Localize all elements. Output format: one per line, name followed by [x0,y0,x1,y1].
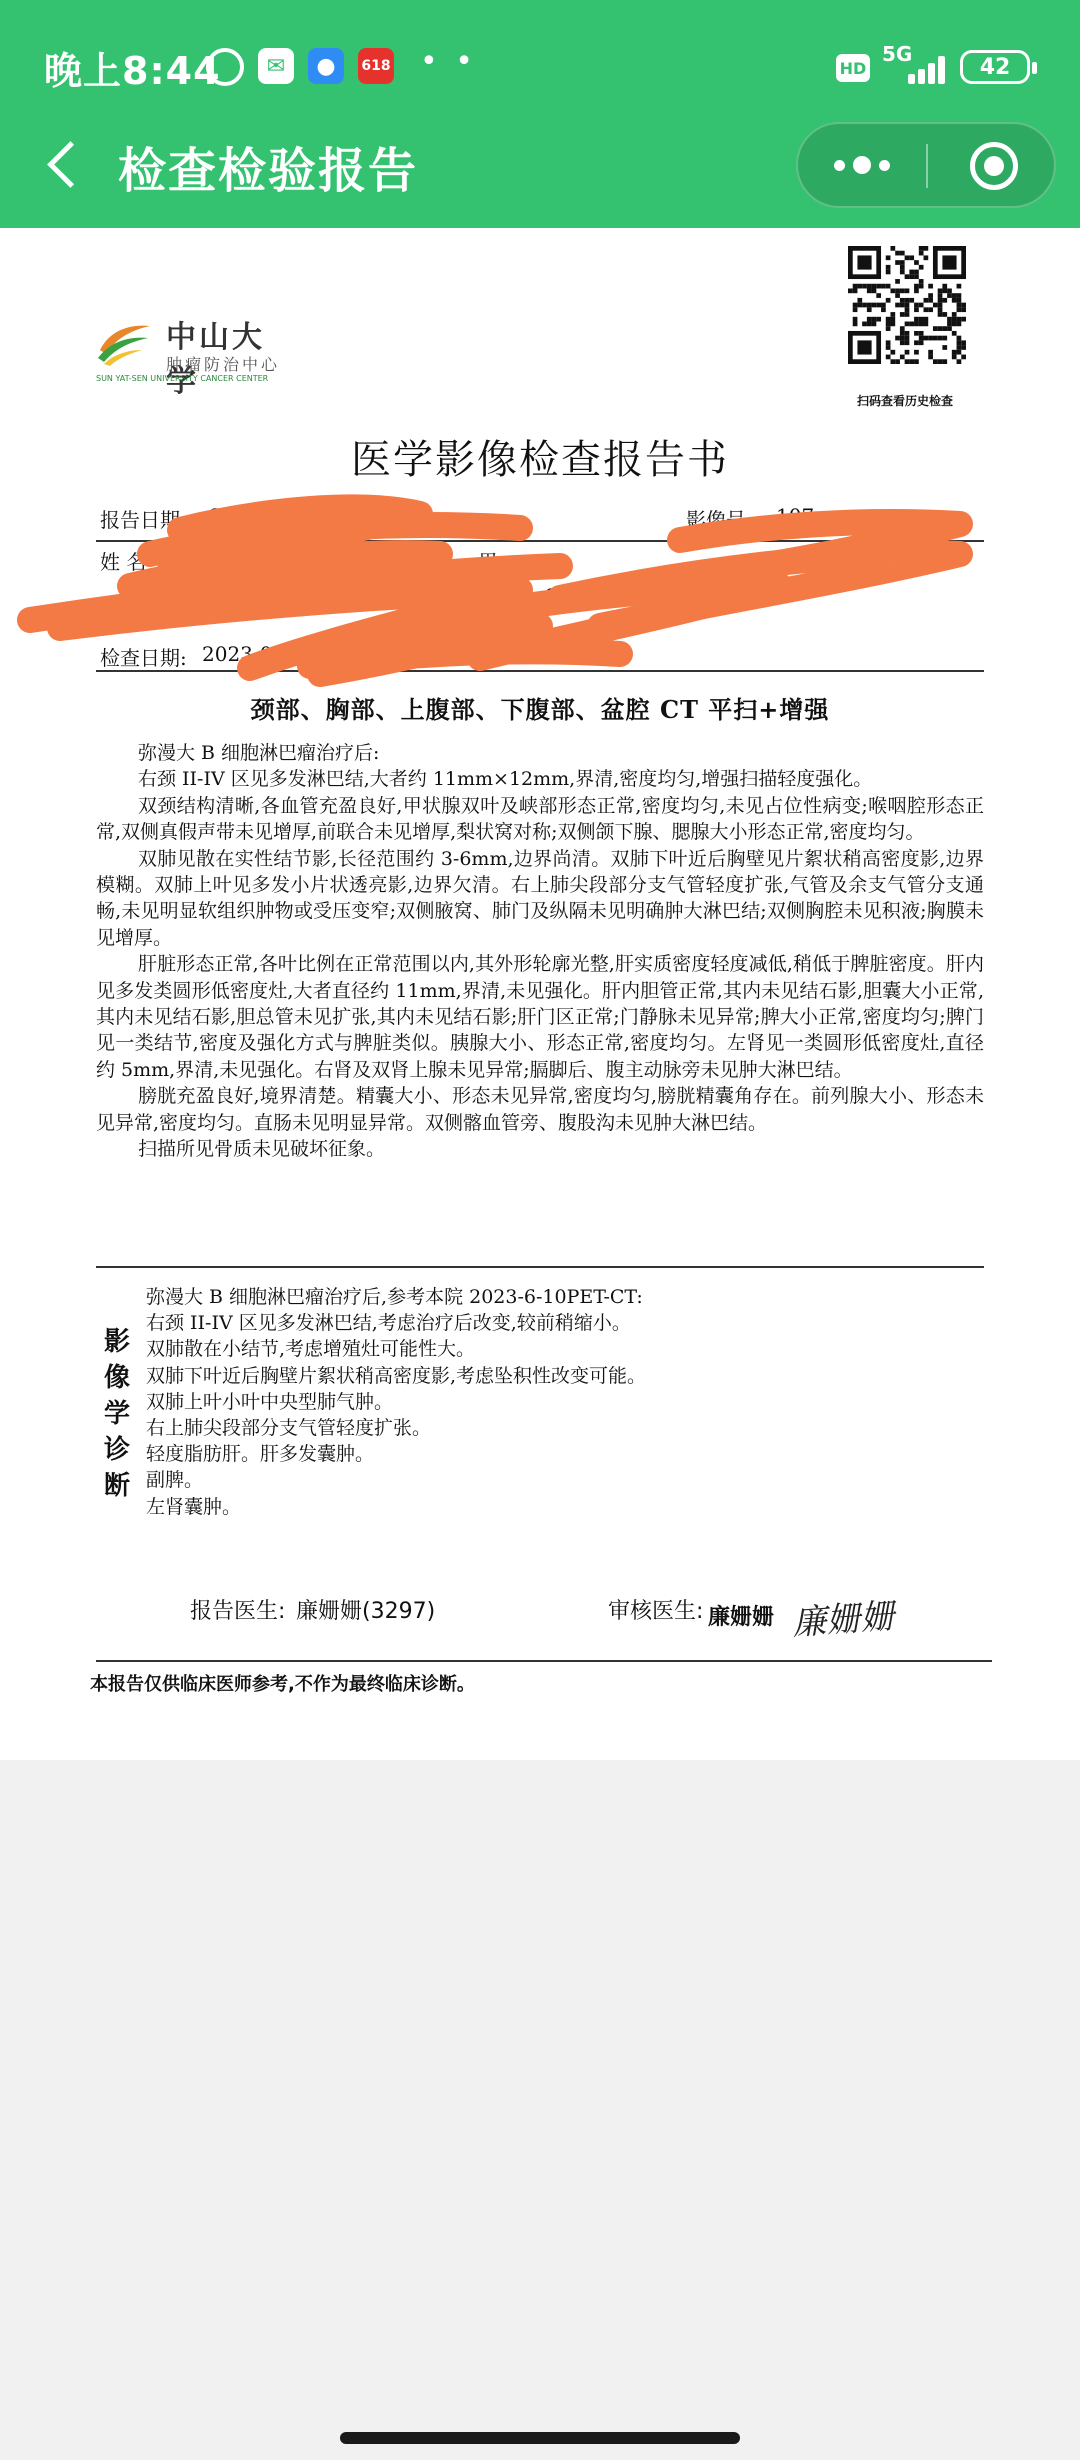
more-notifications-icon: • • [420,44,477,79]
findings-paragraph: 膀胱充盈良好,境界清楚。精囊大小、形态未见异常,密度均匀,膀胱精囊角存在。前列腺大小、形态未见异常,密度均匀。直肠未见明显异常。双侧髂血管旁、腹股沟未见肿大淋巴结。 [96,1085,984,1134]
handwritten-signature: 廉姗姗 [790,1596,896,1644]
diagnosis-line: 双肺散在小结节,考虑增殖灶可能性大。 [146,1338,476,1361]
findings-paragraph: 双肺见散在实性结节影,长径范围约 3-6mm,边界尚清。双肺下叶近后胸壁见片絮状稍高密度影,边界模糊。双肺上叶见多发小片状透亮影,边界欠清。右上肺尖段部分支气管轻度扩张,气管及余支气管分支通畅,未见明显软组织肿物或受压变窄;双侧腋窝、肺门及纵隔未见明确肿大淋巴结;双侧胸腔未见积液;胸膜未见增厚。 [96,847,984,949]
close-miniprogram-button[interactable] [970,142,1018,190]
divider [96,670,984,672]
diagnosis-label-char: 诊 [103,1435,130,1465]
findings-paragraph: 弥漫大 B 细胞淋巴瘤治疗后: [138,742,380,764]
diagnosis-line: 双肺下叶近后胸壁片絮状稍高密度影,考虑坠积性改变可能。 [146,1364,647,1387]
diagnosis-line: 副脾。 [146,1469,204,1492]
battery-level: 42 [960,50,1030,84]
diagnosis-label [102,1324,132,1504]
signal-icon [900,54,950,84]
image-number-label: 影像号: [686,508,753,532]
diagnosis-label-char: 学 [103,1399,130,1429]
diagnosis-label-char: 像 [103,1363,130,1393]
hospital-subname: 肿瘤防治中心 [166,355,281,374]
exam-date-value: 2023-09-2 [202,642,305,666]
report-date-label: 报告日期: [100,508,187,532]
page-title: 检查检验报告 [118,143,419,199]
exam-date-label: 检查日期: [100,646,187,670]
reviewer-value: 廉姗姗 [708,1605,775,1630]
findings-paragraph: 肝脏形态正常,各叶比例在正常范围以内,其外形轮廓光整,肝实质密度轻度减低,稍低于脾脏密度。肝内见多发类圆形低密度灶,大者直径约 11mm,界清,未见强化。肝内胆管正常,其内未见结石影,胆囊大小正常,其内未见结石影,胆总管未见扩张,其内未见结石影;肝门区正常;门静脉未见异常;脾大小正常,密度均匀;脾门见一类结节,密度及强化方式与脾脏类似。胰腺大小、形态正常,密度均匀。左肾见一类圆形低密度灶,直径约 5mm,界清,未见强化。右肾及双肾上腺未见异常;膈脚后、腹主动脉旁未见肿大淋巴结。 [96,953,984,1081]
image-number-value: 107 [776,504,815,528]
id-fragment: 289 [546,584,585,608]
report-doctor-value: 廉姗姗(3297) [296,1599,436,1624]
findings-paragraph: 右颈 II-IV 区见多发淋巴结,大者约 11mm×12mm,界清,密度均匀,增强扫描轻度强化。 [138,768,873,791]
diagnosis-label-char: 断 [103,1471,130,1501]
home-indicator[interactable] [340,2432,740,2444]
wechat-icon: ✉ [258,48,294,84]
diagnosis-line: 轻度脂肪肝。肝多发囊肿。 [146,1443,375,1466]
divider [96,1266,984,1268]
status-time: 晚上8:44 [44,49,221,93]
hospital-logo-icon [96,320,152,368]
report-sheet [0,228,1080,1760]
message-icon: ● [308,48,344,84]
divider [96,540,984,542]
hospital-name: 中山大学 [166,320,265,399]
network-type: 5G [882,42,913,66]
more-menu-button[interactable] [798,124,926,206]
diagnosis-line: 双肺上叶小叶中央型肺气肿。 [146,1390,394,1413]
diagnosis-line: 右上肺尖段部分支气管轻度扩张。 [146,1417,432,1440]
qr-code[interactable] [848,246,966,364]
capsule-divider [926,144,928,188]
diagnosis-text [146,1284,986,1520]
hospital-english-name: SUN YAT-SEN UNIVERSITY CANCER CENTER [96,374,269,383]
back-button[interactable] [40,132,90,192]
gift-618-icon: 618 [358,48,394,84]
qr-caption: 扫码查看历史检查 [856,394,953,408]
sex-label: 性 别: [394,550,448,574]
document-title: 医学影像检查报告书 [351,437,729,483]
exam-section-title: 颈部、胸部、上腹部、下腹部、盆腔 CT 平扫+增强 [250,695,830,724]
sex-value: 男 [478,550,498,574]
divider [96,1660,992,1662]
reviewer-label: 审核医生: [608,1599,704,1624]
alarm-icon [206,48,244,86]
miniprogram-capsule [796,122,1056,208]
findings-paragraph: 双颈结构清晰,各血管充盈良好,甲状腺双叶及峡部形态正常,密度均匀,未见占位性病变;喉咽腔形态正常,双侧真假声带未见增厚,前联合未见增厚,梨状窝对称;双侧颌下腺、腮腺大小形态正常,密度均匀。 [96,794,984,844]
diagnosis-line: 左肾囊肿。 [146,1495,242,1518]
disclaimer: 本报告仅供临床医师参考,不作为最终临床诊断。 [90,1674,475,1695]
hospital-logo [96,312,296,399]
name-label: 姓 名 [100,550,147,574]
status-bar [0,0,1080,120]
hd-icon: HD [836,54,870,82]
findings-paragraph: 扫描所见骨质未见破坏征象。 [138,1138,386,1161]
diagnosis-line: 右颈 II-IV 区见多发淋巴结,考虑治疗后改变,较前稍缩小。 [146,1312,631,1335]
report-doctor-label: 报告医生: [190,1599,286,1624]
report-date-value: 2023-09-2 [210,504,313,528]
findings-text [96,740,984,1163]
top-bar [0,0,1080,228]
diagnosis-label-char: 影 [103,1327,130,1357]
diagnosis-line: 弥漫大 B 细胞淋巴瘤治疗后,参考本院 2023-6-10PET-CT: [146,1286,643,1308]
bed-label: 床 号: [688,588,742,612]
